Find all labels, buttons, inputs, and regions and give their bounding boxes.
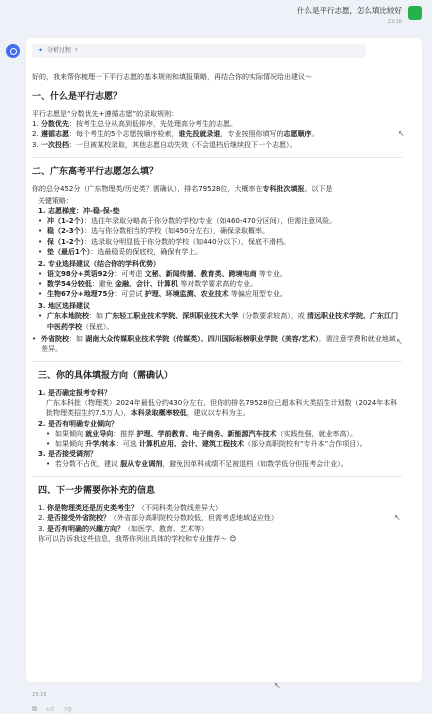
list-item: • 垫（最后1个）：选最稳妥的保底校，确保有学上。	[38, 247, 203, 256]
question-1-answer: 广东本科批（物理类）2024年最低分约430分左右，但你的排名79528位已超本科大类招生计划数（2024年本科批物理类招生约7.5万人），本科录取概率较低，建议以专科为主。	[46, 399, 398, 418]
mouse-cursor-icon: ↖	[396, 337, 403, 346]
bot-message-time: 23:16	[32, 692, 47, 698]
intro-text: 好的，我来帮你梳理一下平行志愿的基本规则和填报策略，再结合你的实际情况给出建议～	[32, 73, 312, 81]
section-3	[32, 370, 402, 469]
copy-icon[interactable]: ⧉	[32, 705, 37, 713]
question-2: 2. 是否有明确专业倾向？	[38, 419, 118, 428]
assistant-response-card	[26, 38, 422, 713]
key-strategy-label: 关键策略：	[38, 196, 73, 205]
thumbs-up-icon[interactable]: 👍︎	[47, 705, 55, 713]
closing-text: 你可以告诉我这些信息，我帮你列出具体的学校和专业推荐～ 😊	[38, 534, 237, 543]
list-item: 3. 一次投档：一旦被某校录取，其他志愿自动失效（不会退档后继续投下一个志愿）。	[32, 140, 297, 149]
list-item: • 外省院校：如 湖南大众传媒职业技术学院（传媒类）、四川国际标榜职业学院（美容/艺术），需注意学费和就业地域差异。	[32, 334, 396, 353]
section-2-desc: 你的总分452分（广东物理类/历史类？需确认），排名79528位，大概率在专科批次填报。以下是	[32, 184, 333, 193]
section-1-list	[32, 119, 402, 149]
list-item: • 稳（2-3个）：选与你分数相当的学校（如450分左右），确保录取概率。	[38, 227, 270, 236]
strategy-1-list	[38, 216, 402, 257]
section-2-title: 二、广东高考平行志愿怎么填？	[32, 166, 159, 177]
section-4	[32, 485, 402, 544]
list-item: 1. 你是物理类还是历史类考生？（不同科类分数线差异大）	[38, 504, 222, 513]
divider	[32, 476, 402, 477]
section-1-title: 一、什么是平行志愿？	[32, 92, 123, 103]
list-item: • 广东本地院校：如 广东轻工职业技术学院、深圳职业技术大学（分数要求较高），或 清远职业技术学院、广东江门中医药学校（保底）。	[38, 312, 398, 331]
message-actions	[32, 704, 71, 714]
section-4-title: 四、下一步需要你补充的信息	[38, 486, 156, 497]
section-3-title: 三、你的具体填报方向（需确认）	[38, 371, 174, 382]
user-message-text: 什么是平行志愿，怎么填比较好	[297, 6, 402, 15]
list-item: • 如果倾向 就业导向：推荐 护理、学前教育、电子商务、新能源汽车技术（实践性强，就业率高）。	[46, 429, 357, 438]
analysis-icon: ✦	[38, 46, 44, 54]
user-avatar	[408, 6, 422, 20]
strategy-1-title: 1. 志愿梯度：冲-稳-保-垫	[38, 207, 120, 216]
thumbs-down-icon[interactable]: 👎︎	[64, 705, 72, 713]
strategy-3-list	[38, 311, 402, 331]
list-item: • 如果倾向 升学/转本：可选 计算机应用、会计、建筑工程技术（部分高职院校有“专升本”合作项目）。	[46, 439, 367, 448]
list-item: • 语文98分+英语92分：可考虑 文秘、新闻传播、教育类、跨境电商 等专业。	[38, 269, 287, 278]
mouse-cursor-icon: ↖	[394, 513, 401, 522]
divider	[32, 361, 402, 362]
list-item: 2. 是否接受外省院校？（外省部分高职院校分数较低，但需考虑地域适应性）	[38, 514, 278, 523]
question-3: 3. 是否接受调剂？	[38, 449, 97, 458]
mouse-cursor-icon: ↖	[274, 681, 281, 690]
divider	[32, 157, 402, 158]
strategy-2-list	[38, 269, 402, 299]
section-1-desc: 平行志愿是“分数优先+遵循志愿”的录取规则：	[32, 110, 179, 119]
list-item: 3. 是否有明确的兴趣方向？（如医学、教育、艺术等）	[38, 524, 208, 533]
mouse-cursor-icon: ↖	[398, 129, 405, 138]
user-message-time: 23:16	[387, 18, 402, 25]
strategy-2-title: 2. 专业选择建议（结合你的学科优势）	[38, 259, 160, 268]
list-item: • 保（1-2个）：选录取分明显低于你分数的学校（如440分以下），保底不滑档。	[38, 237, 291, 246]
question-1: 1. 是否确定报考专科？	[38, 389, 111, 398]
list-item: 1. 分数优先：按考生总分从高到低排序，先处理高分考生的志愿。	[32, 120, 237, 129]
list-item: • 生物67分+地理75分：可尝试 护理、环境监测、农业技术 等偏应用型专业。	[38, 290, 287, 299]
list-item: 2. 遵循志愿：每个考生的5个志愿按顺序检索，谁先投就录谁，专业按照你填写的志愿顺序。	[32, 130, 319, 139]
response-content	[32, 72, 402, 544]
question-2-list	[38, 429, 402, 449]
user-message-row	[297, 6, 422, 26]
list-item: • 若分数不占优，建议 服从专业调剂，避免因单科成绩不足被退档（如数学低分但报考会计业）。	[46, 460, 348, 469]
strategy-3-title: 3. 地区选择建议	[38, 302, 90, 311]
bot-avatar	[6, 44, 20, 58]
analysis-process-toggle[interactable]	[32, 44, 366, 58]
analysis-label: 分析过程	[47, 46, 72, 54]
chevron-down-icon: ▾	[75, 47, 78, 54]
question-3-list	[38, 459, 402, 469]
list-item: • 数学54分较低：避免 金融、会计、计算机 等对数学要求高的专业。	[38, 280, 258, 289]
key-strategy-block	[32, 196, 402, 332]
list-item: • 冲（1-2个）：选往年录取分略高于你分数的学校/专业（如460-470分区间），但需注意风险。	[38, 217, 337, 226]
